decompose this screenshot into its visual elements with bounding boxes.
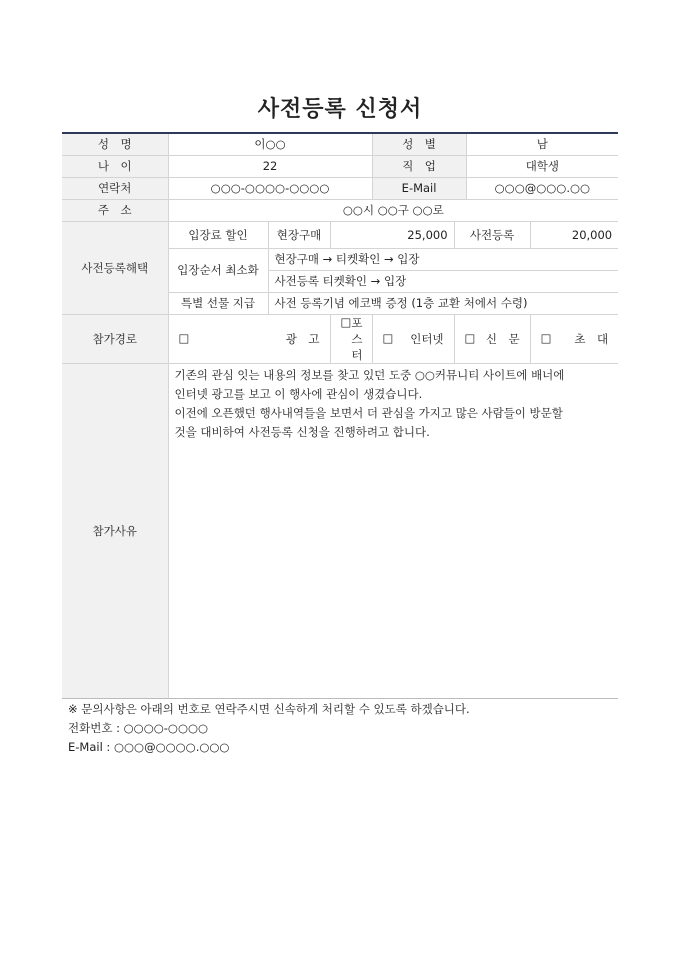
reason-line: 인터넷 광고를 보고 이 행사에 관심이 생겼습니다. [174,386,423,401]
reason-label: 참가사유 [62,363,168,698]
footer-note: ※ 문의사항은 아래의 번호로 연락주시면 신속하게 처리할 수 있도록 하겠습니다. [68,702,470,716]
application-form [62,132,618,699]
source-option-label: 인터넷 [410,331,444,346]
entry-min-label: 입장순서 최소화 [168,248,268,292]
gender-value[interactable]: 남 [466,133,618,155]
reason-line: 것을 대비하여 사전등록 신청을 진행하려고 합니다. [174,424,430,439]
checkbox-icon[interactable]: □ [340,314,352,329]
phone-value[interactable]: ○○○-○○○○-○○○○ [168,177,372,199]
address-label: 주 소 [62,199,168,221]
source-option-label: 신 문 [485,331,520,346]
email-label: E-Mail [372,177,466,199]
age-value[interactable]: 22 [168,155,372,177]
name-value[interactable]: 이○○ [168,133,372,155]
contact-footer [68,700,470,757]
source-option-poster[interactable] [330,314,372,363]
checkbox-icon[interactable]: □ [540,330,552,345]
onsite-label: 현장구매 [268,221,330,248]
benefits-label: 사전등록해택 [62,221,168,314]
source-option-newspaper[interactable] [454,314,530,363]
reason-text[interactable] [168,363,618,698]
name-label: 성 명 [62,133,168,155]
prereg-label: 사전등록 [454,221,530,248]
page-title: 사전등록 신청서 [257,97,423,122]
entry-onsite-flow: 현장구매 → 티켓확인 → 입장 [268,248,618,270]
prereg-price: 20,000 [530,221,618,248]
source-label: 참가경로 [62,314,168,363]
job-label: 직 업 [372,155,466,177]
checkbox-icon[interactable]: □ [382,330,394,345]
source-option-internet[interactable] [372,314,454,363]
footer-tel: 전화번호 : ○○○○-○○○○ [68,721,209,735]
gender-label: 성 별 [372,133,466,155]
discount-label: 입장료 할인 [168,221,268,248]
onsite-price: 25,000 [330,221,454,248]
source-option-label: 초 대 [574,331,609,346]
age-label: 나 이 [62,155,168,177]
checkbox-icon[interactable]: □ [178,330,190,345]
job-value[interactable]: 대학생 [466,155,618,177]
reason-line: 이전에 오픈했던 행사내역들을 보면서 더 관심을 가지고 많은 사람들이 방문할 [174,405,563,420]
entry-prereg-flow: 사전등록 티켓확인 → 입장 [268,270,618,292]
phone-label: 연락처 [62,177,168,199]
email-value[interactable]: ○○○@○○○.○○ [466,177,618,199]
source-option-label: 광 고 [285,331,320,346]
gift-value: 사전 등록기념 에코백 증정 (1층 교환 처에서 수령) [268,292,618,314]
reason-line: 기존의 관심 잇는 내용의 정보를 찾고 있던 도중 ○○커뮤니티 사이트에 배너에 [174,367,565,382]
checkbox-icon[interactable]: □ [464,330,476,345]
source-option-label: 포스터 [351,315,363,362]
gift-label: 특별 선물 지급 [168,292,268,314]
address-value[interactable]: ○○시 ○○구 ○○로 [168,199,618,221]
footer-email: E-Mail : ○○○@○○○○.○○○ [68,740,230,754]
source-option-invite[interactable] [530,314,618,363]
source-option-ad[interactable] [168,314,330,363]
